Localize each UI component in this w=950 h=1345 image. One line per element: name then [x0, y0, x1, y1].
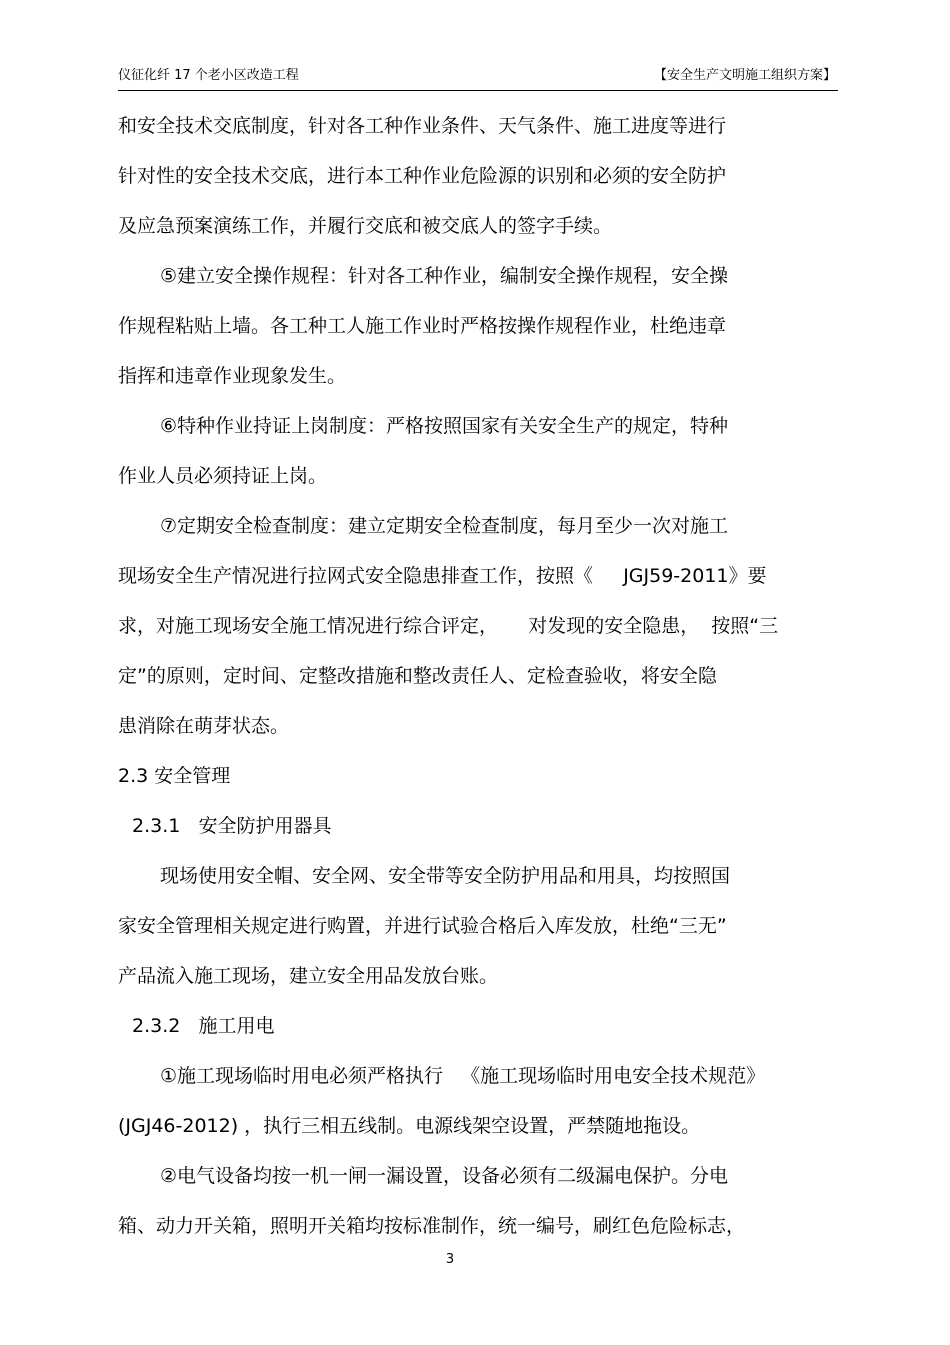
body-line: 作规程粘贴上墙。各工种工人施工作业时严格按操作规程作业，杜绝违章: [118, 315, 727, 337]
body-line: 作业人员必须持证上岗。: [118, 465, 328, 487]
body-line: 现场安全生产情况进行拉网式安全隐患排查工作，按照《 JGJ59-2011》要: [118, 565, 767, 587]
body-line: 和安全技术交底制度，针对各工种作业条件、天气条件、施工进度等进行: [118, 115, 727, 137]
body-line: 产品流入施工现场，建立安全用品发放台账。: [118, 965, 499, 987]
body-line: ⑤建立安全操作规程：针对各工种作业，编制安全操作规程，安全操: [160, 265, 729, 287]
page-number: 3: [445, 1252, 455, 1267]
page-header: [118, 62, 838, 91]
subsection-heading: 2.3.1 安全防护用器具: [132, 815, 332, 837]
body-line: 现场使用安全帽、安全网、安全带等安全防护用品和用具，均按照国: [160, 865, 731, 887]
body-line: ⑥特种作业持证上岗制度：严格按照国家有关安全生产的规定，特种: [160, 415, 729, 437]
section-heading: 2.3 安全管理: [118, 765, 231, 787]
body-line: 指挥和违章作业现象发生。: [118, 365, 347, 387]
header-document-title: 【安全生产文明施工组织方案】: [653, 68, 836, 83]
body-line: (JGJ46-2012) ，执行三相五线制。电源线架空设置，严禁随地拖设。: [118, 1115, 701, 1137]
body-line: 患消除在萌芽状态。: [118, 715, 290, 737]
body-line: ⑦定期安全检查制度：建立定期安全检查制度，每月至少一次对施工: [160, 515, 729, 537]
body-line: ②电气设备均按一机一闸一漏设置，设备必须有二级漏电保护。分电: [160, 1165, 729, 1187]
subsection-heading: 2.3.2 施工用电: [132, 1015, 275, 1037]
body-line: 针对性的安全技术交底，进行本工种作业危险源的识别和必须的安全防护: [118, 165, 727, 187]
body-line: 定”的原则，定时间、定整改措施和整改责任人、定检查验收，将安全隐: [118, 665, 717, 687]
body-line: ①施工现场临时用电必须严格执行 《施工现场临时用电安全技术规范》: [160, 1065, 766, 1087]
body-line: 家安全管理相关规定进行购置，并进行试验合格后入库发放，杜绝“三无”: [118, 915, 727, 937]
body-line: 箱、动力开关箱，照明开关箱均按标准制作，统一编号，刷红色危险标志，: [118, 1215, 746, 1237]
header-project-title: 仪征化纤 17 个老小区改造工程: [118, 68, 299, 83]
body-line: 及应急预案演练工作，并履行交底和被交底人的签字手续。: [118, 215, 613, 237]
body-line: 求，对施工现场安全施工情况进行综合评定， 对发现的安全隐患， 按照“三: [118, 615, 779, 637]
